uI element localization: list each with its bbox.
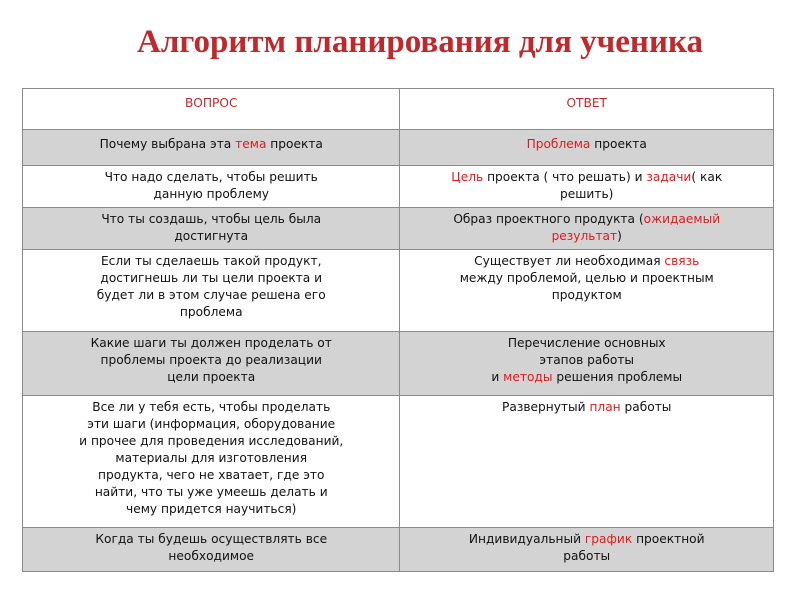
question-text: эти шаги (информация, оборудование xyxy=(87,417,336,431)
question-text: Что надо сделать, чтобы решить xyxy=(104,170,318,184)
question-text: необходимое xyxy=(168,549,255,563)
question-text: будет ли в этом случае решена его xyxy=(96,288,326,302)
answer-text: Образ проектного продукта ( xyxy=(453,212,644,226)
question-cell xyxy=(23,208,400,250)
table-row xyxy=(23,208,774,250)
answer-text: работы xyxy=(563,549,611,563)
answer-text: работы xyxy=(620,400,672,414)
answer-text: между проблемой, целью и проектным xyxy=(459,271,714,285)
answer-cell xyxy=(400,130,774,166)
question-text: и прочее для проведения исследований, xyxy=(79,434,344,448)
keyword-goal: Цель xyxy=(451,170,484,184)
answer-text: Индивидуальный xyxy=(468,532,585,546)
keyword-schedule: график xyxy=(584,532,633,546)
answer-text: продуктом xyxy=(551,288,622,302)
answer-text: Перечисление основных xyxy=(507,336,666,350)
question-text: проблемы проекта до реализации xyxy=(100,353,322,367)
question-cell xyxy=(23,528,400,572)
table-row xyxy=(23,166,774,208)
keyword-topic: тема xyxy=(235,137,267,151)
question-cell xyxy=(23,166,400,208)
question-text: данную проблему xyxy=(153,187,270,201)
answer-cell xyxy=(400,332,774,396)
answer-text: проектной xyxy=(632,532,705,546)
answer-text: и xyxy=(491,370,504,384)
table-row xyxy=(23,250,774,332)
question-text: продукта, чего не хватает, где это xyxy=(97,468,325,482)
question-text: Когда ты будешь осуществлять все xyxy=(95,532,328,546)
question-cell xyxy=(23,332,400,396)
question-text: проекта xyxy=(266,137,323,151)
table-row xyxy=(23,528,774,572)
answer-text: Развернутый xyxy=(502,400,590,414)
header-answer: ОТВЕТ xyxy=(400,89,774,130)
question-text: Что ты создашь, чтобы цель была xyxy=(101,212,322,226)
answer-cell xyxy=(400,250,774,332)
answer-text: этапов работы xyxy=(539,353,635,367)
answer-text: проекта ( что решать) и xyxy=(483,170,647,184)
keyword-methods: методы xyxy=(503,370,553,384)
keyword-link: связь xyxy=(664,254,700,268)
keyword-plan: план xyxy=(589,400,621,414)
keyword-expected: ожидаемый xyxy=(643,212,721,226)
question-text: проблема xyxy=(179,305,243,319)
question-text: Если ты сделаешь такой продукт, xyxy=(100,254,322,268)
answer-text: проекта xyxy=(590,137,647,151)
slide-title: Алгоритм планирования для ученика xyxy=(137,24,703,60)
question-cell xyxy=(23,130,400,166)
table-row xyxy=(23,332,774,396)
question-text: Почему выбрана эта xyxy=(99,137,236,151)
answer-cell xyxy=(400,166,774,208)
planning-table xyxy=(22,88,774,572)
question-text: Все ли у тебя есть, чтобы проделать xyxy=(92,400,331,414)
answer-text: решения проблемы xyxy=(552,370,683,384)
answer-text: ( как xyxy=(691,170,723,184)
question-text: достигнута xyxy=(174,229,249,243)
answer-cell xyxy=(400,208,774,250)
answer-text: решить) xyxy=(560,187,614,201)
table-row xyxy=(23,130,774,166)
question-text: найти, что ты уже умеешь делать и xyxy=(94,485,328,499)
question-text: цели проекта xyxy=(167,370,256,384)
question-text: чему придется научиться) xyxy=(126,502,297,516)
question-cell xyxy=(23,396,400,528)
table-row xyxy=(23,396,774,528)
header-question: ВОПРОС xyxy=(23,89,400,130)
answer-text: Существует ли необходимая xyxy=(474,254,665,268)
question-text: Какие шаги ты должен проделать от xyxy=(90,336,332,350)
keyword-tasks: задачи xyxy=(646,170,692,184)
question-text: достигнешь ли ты цели проекта и xyxy=(100,271,323,285)
keyword-problem: Проблема xyxy=(526,137,591,151)
answer-cell xyxy=(400,528,774,572)
keyword-result: результат xyxy=(551,229,618,243)
question-cell xyxy=(23,250,400,332)
answer-cell xyxy=(400,396,774,528)
table-header-row xyxy=(23,89,774,130)
question-text: материалы для изготовления xyxy=(115,451,308,465)
answer-text: ) xyxy=(617,229,622,243)
